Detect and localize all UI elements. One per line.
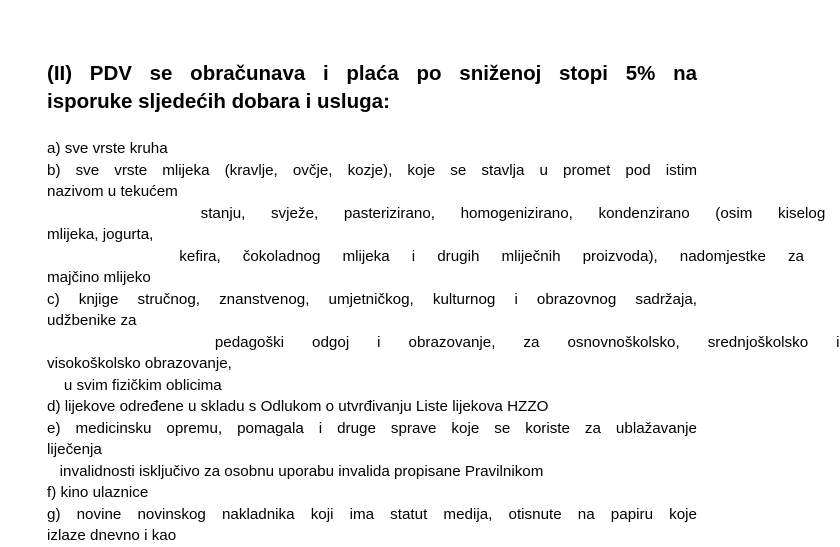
text-line: nazivom u tekućem — [47, 183, 178, 200]
text-line: izlaze dnevno i kao — [47, 527, 177, 544]
text-line: u svim fizičkim oblicima — [47, 376, 222, 394]
text-line: d) lijekove određene u skladu s Odlukom o utvrđivanju Liste lijekova HZZO — [47, 398, 549, 415]
text-line: a) sve vrste kruha — [47, 140, 168, 157]
text-line: invalidnosti isključivo za osobnu uporabu invalida propisane Pravilnikom — [47, 462, 544, 480]
text-line: visokoškolsko obrazovanje, — [47, 355, 232, 372]
text-line: mlijeka, jogurta, — [47, 226, 154, 243]
text-line: c) knjige stručnog, znanstvenog, umjetničkog, kulturnog i obrazovnog sadržaja, — [47, 290, 697, 308]
slide-body — [47, 138, 840, 547]
text-line: stanju, svježe, pasterizirano, homogenizirano, kondenzirano (osim kiselog — [47, 204, 826, 222]
heading-line: isporuke sljedećih dobara i usluga: — [47, 90, 390, 113]
text-line: pedagoški odgoj i obrazovanje, za osnovnoškolsko, srednjoškolsko i — [47, 333, 840, 351]
heading-line: (II) PDV se obračunava i plaća po sniženoj stopi 5% na — [47, 62, 697, 85]
text-line: majčino mlijeko — [47, 269, 151, 286]
text-line: liječenja — [47, 441, 102, 458]
text-line: f) kino ulaznice — [47, 484, 149, 501]
text-line: g) novine novinskog nakladnika koji ima statut medija, otisnute na papiru koje — [47, 505, 697, 523]
text-line: e) medicinsku opremu, pomagala i druge sprave koje se koriste za ublažavanje — [47, 419, 697, 437]
text-line: kefira, čokoladnog mlijeka i drugih mliječnih proizvoda), nadomjestke za — [47, 247, 804, 265]
text-line: udžbenike za — [47, 312, 137, 329]
text-line: b) sve vrste mlijeka (kravlje, ovčje, kozje), koje se stavlja u promet pod istim — [47, 161, 697, 179]
slide-heading — [47, 60, 697, 116]
